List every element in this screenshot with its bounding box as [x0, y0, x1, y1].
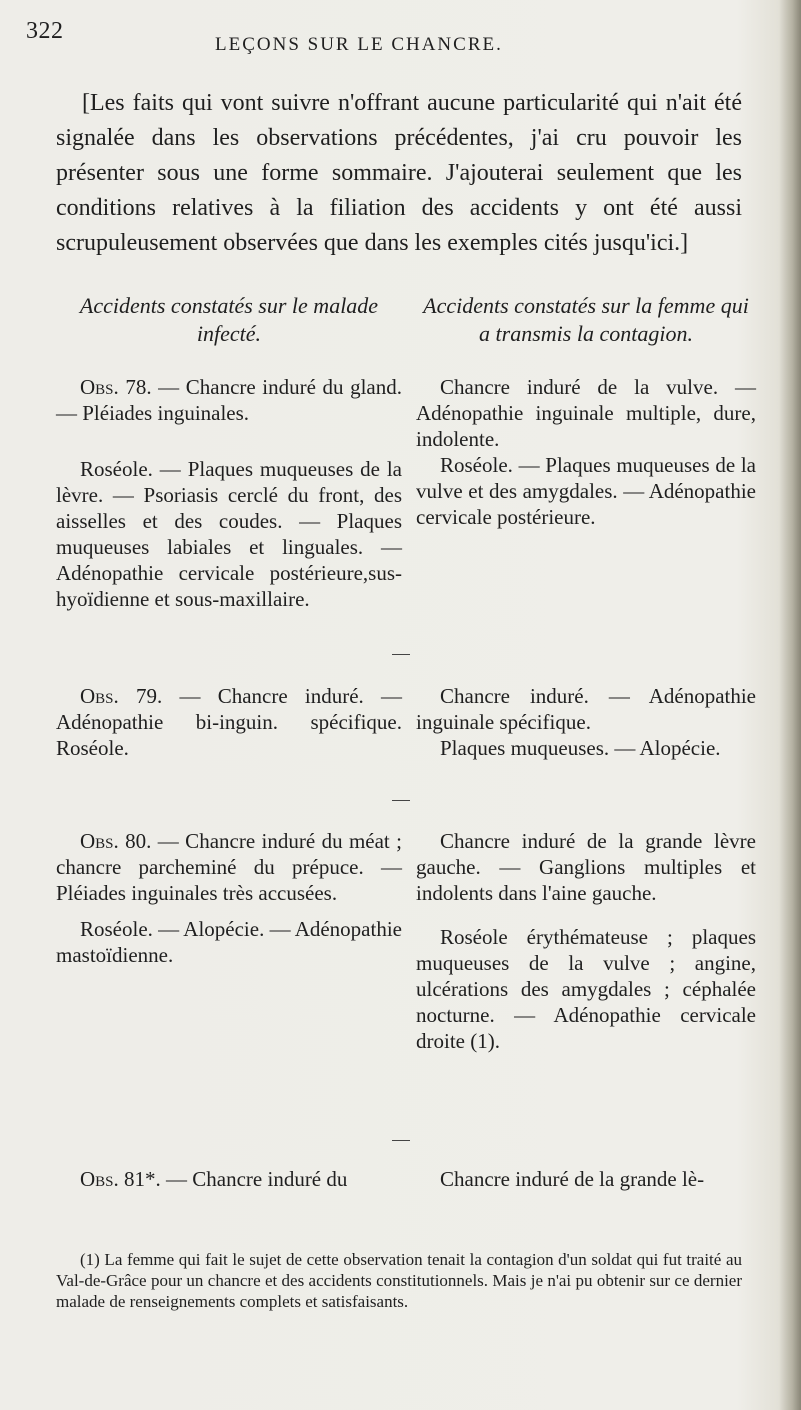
- obs-79-right: [416, 683, 756, 761]
- obs-81-label: Obs. 81*.: [80, 1167, 161, 1191]
- obs-78-left-text-2: Roséole. — Plaques muqueuses de la lèvre. — Psoriasis cerclé du front, des aisselles et des coudes. — Plaques muqueuses labiales et linguales. — Adénopathie cervicale postérieure,sus-hyoïdienne et sous-maxillaire.: [56, 457, 402, 611]
- obs-81-primary: [56, 1166, 402, 1192]
- obs-80-right: [416, 828, 756, 1054]
- obs-81-left-text-1: — Chancre induré du: [166, 1167, 348, 1191]
- right-column-heading: [416, 292, 756, 348]
- footnote: (1) La femme qui fait le sujet de cette observation tenait la contagion d'un soldat qui fut traité au Val-de-Grâce pour un chancre et des accidents constitutionnels. Mais je n'ai pu obtenir sur ce dernier malade de renseignements complets et satisfaisants.: [56, 1250, 742, 1311]
- obs-78-left-text-1: — Chancre induré du gland.— Pléiades inguinales.: [56, 375, 402, 425]
- obs-80-primary: [56, 828, 402, 906]
- separator-rule: [392, 1140, 410, 1141]
- obs-78-primary: [56, 374, 402, 426]
- obs-80-left-text-2: Roséole. — Alopécie. — Adénopathie mastoïdienne.: [56, 917, 402, 967]
- obs-78-label: Obs. 78.: [80, 375, 152, 399]
- obs-79-label: Obs. 79.: [80, 684, 163, 708]
- obs-79-left-text-1: — Chancre induré. — Adénopathie bi-inguin. spécifique. Roséole.: [56, 684, 403, 760]
- obs-80-left-text-1: — Chancre induré du méat ; chancre parcheminé du prépuce. — Pléiades inguinales très accusées.: [56, 829, 402, 905]
- running-title: LEÇONS SUR LE CHANCRE.: [215, 34, 503, 55]
- page-edge-shadow: [779, 0, 801, 1410]
- obs-81-left: [56, 1166, 402, 1192]
- obs-81-right: [416, 1166, 756, 1192]
- obs-81-right-text-1: Chancre induré de la grande lè-: [440, 1167, 705, 1191]
- obs-78-right-text-2: Roséole. — Plaques muqueuses de la vulve et des amygdales. — Adénopathie cervicale postérieure.: [416, 453, 756, 529]
- obs-79-right-text-1: Chancre induré. — Adénopathie inguinale spécifique.: [416, 684, 756, 734]
- obs-80-left: [56, 828, 402, 968]
- page-number: 322: [26, 18, 64, 44]
- obs-79-primary: [56, 683, 402, 761]
- intro-paragraph: [Les faits qui vont suivre n'offrant aucune particularité qui n'ait été signalée dans les observations précédentes, j'ai cru pouvoir les présenter sous une forme sommaire. J'ajouterai seulement que les conditions relatives à la filiation des accidents y ont été aussi scrupuleusement observées que dans les exemples cités jusqu'ici.]: [56, 90, 742, 256]
- left-heading-text: Accidents constatés sur le malade infecté.: [79, 293, 379, 346]
- obs-79-left: [56, 683, 402, 761]
- right-heading-text: Accidents constatés sur la femme qui a transmis la contagion.: [423, 293, 749, 346]
- obs-78-right-text-1: Chancre induré de la vulve. — Adénopathie inguinale multiple, dure, indolente.: [416, 375, 756, 451]
- obs-78-left: [56, 374, 402, 612]
- obs-79-right-text-2: Plaques muqueuses. — Alopécie.: [440, 736, 721, 760]
- left-column-heading: [56, 292, 402, 348]
- separator-rule: [392, 800, 410, 801]
- obs-80-right-text-1: Chancre induré de la grande lèvre gauche. — Ganglions multiples et indolents dans l'aine gauche.: [416, 829, 756, 905]
- obs-78-right: [416, 374, 756, 530]
- obs-80-right-text-2: Roséole érythémateuse ; plaques muqueuses de la vulve ; angine, ulcérations des amygdales ; céphalée nocturne. — Adénopathie cervicale droite (1).: [416, 925, 756, 1053]
- separator-rule: [392, 654, 410, 655]
- obs-80-label: Obs. 80.: [80, 829, 152, 853]
